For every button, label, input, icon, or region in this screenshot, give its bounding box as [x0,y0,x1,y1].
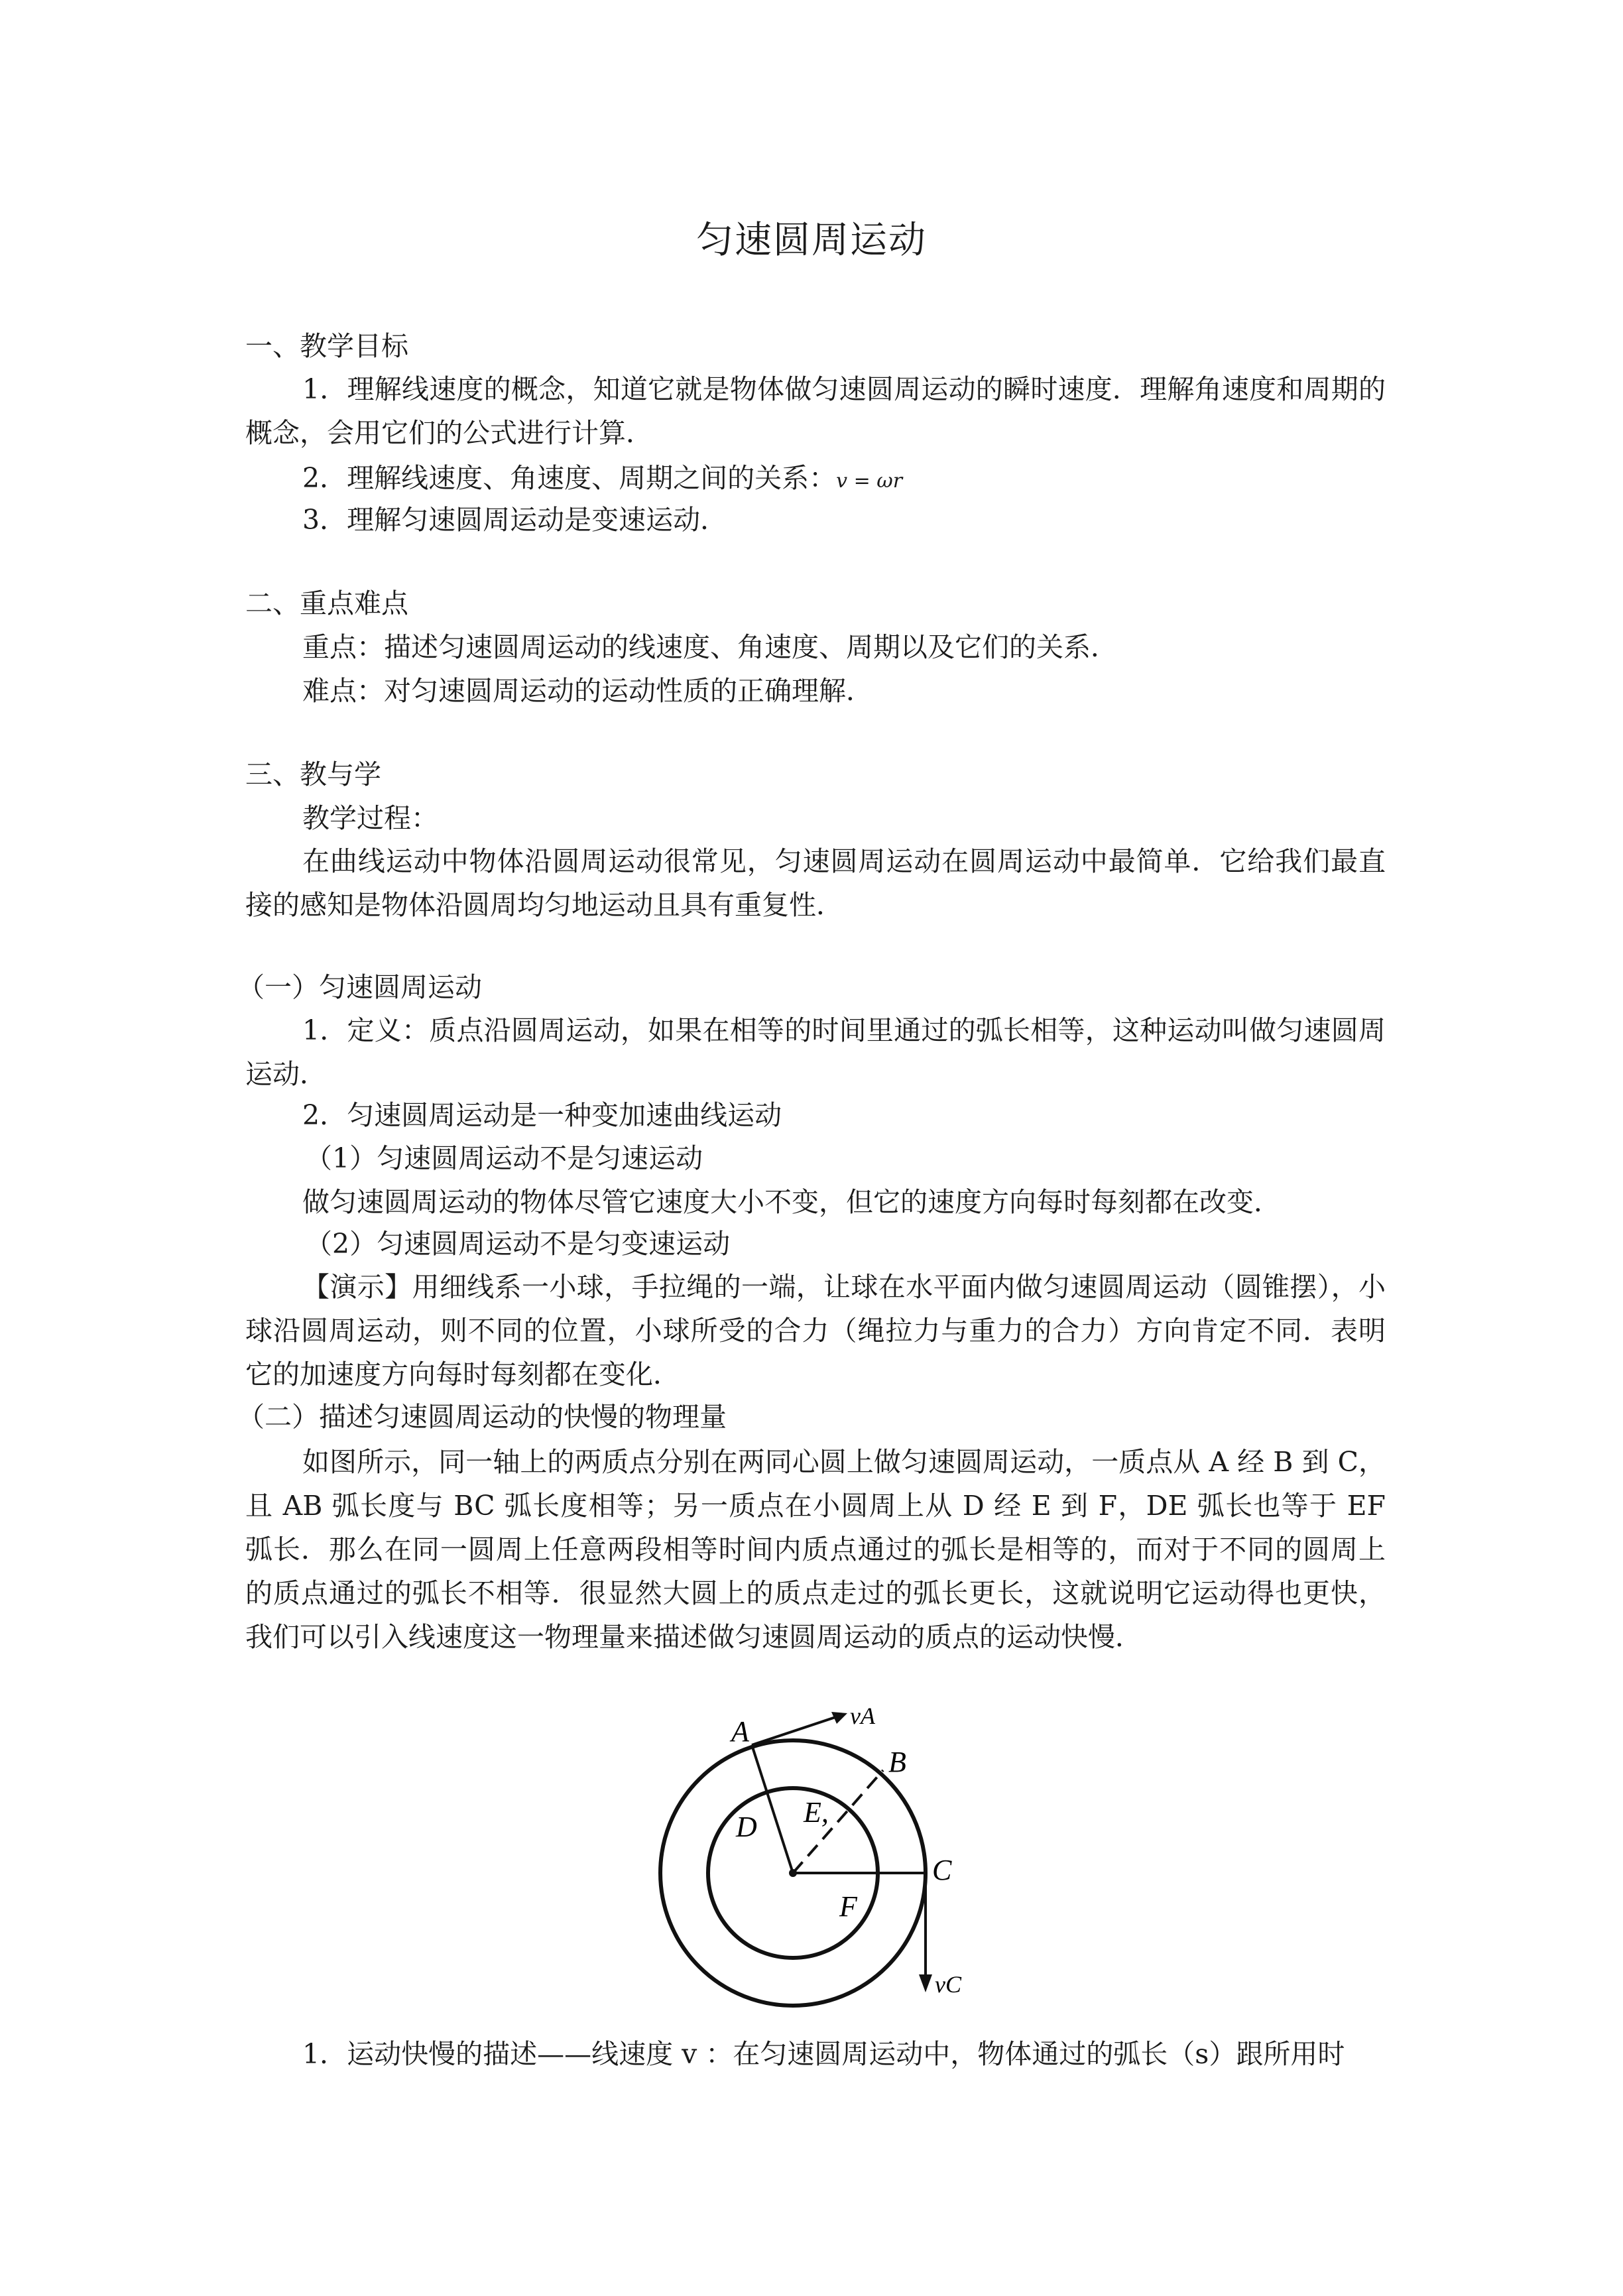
item-not-uniform-speed: （1）匀速圆周运动不是匀速运动 [305,1142,703,1174]
demo-paragraph: 【演示】用细线系一小球，手拉绳的一端，让球在水平面内做匀速圆周运动（圆锥摆），小球沿圆周运动，则不同的位置，小球所受的合力（绳拉力与重力的合力）方向肯定不同．表明它的加速度方向每时每刻都在变化． [245,1271,1386,1390]
objective-item-1: 1．理解线速度的概念，知道它就是物体做匀速圆周运动的瞬时速度．理解角速度和周期的概念，会用它们的公式进行计算． [245,373,1386,449]
section-heading-teaching: 三、教与学 [245,758,381,790]
key-point: 重点：描述匀速圆周运动的线速度、角速度、周期以及它们的关系． [302,631,1118,663]
label-a: A [731,1715,749,1748]
objective-item-2 [302,457,1386,502]
label-e: E, [804,1796,829,1829]
objective-item-2-text: 2．理解线速度、角速度、周期之间的关系： [302,462,837,494]
formula-v-omega-r: v = ωr [836,469,903,493]
item-not-uniform-acceleration: （2）匀速圆周运动不是匀变速运动 [305,1228,731,1260]
concentric-circles-figure [636,1697,1008,2016]
definition-paragraph: 1．定义：质点沿圆周运动，如果在相等的时间里通过的弧长相等，这种运动叫做匀速圆周运动． [245,1014,1386,1090]
label-d: D [736,1811,757,1843]
label-vc: vC [935,1971,961,1998]
linear-velocity-item: 1．运动快慢的描述——线速度 v ：在匀速圆周运动中，物体通过的弧长（s）跟所用时 [302,2038,1345,2070]
item-not-uniform-speed-text: 做匀速圆周运动的物体尽管它速度大小不变，但它的速度方向每时每刻都在改变． [302,1186,1281,1218]
teaching-process-label: 教学过程： [302,802,438,834]
section-heading-key-points: 二、重点难点 [245,587,408,619]
quantities-paragraph: 如图所示，同一轴上的两质点分别在两同心圆上做匀速圆周运动，一质点从 A 经 B 到 C，且 AB 弧长度与 BC 弧长度相等；另一质点在小圆周上从 D 经 E 到 F，DE 弧长也等于 EF 弧长．那么在同一圆周上任意两段相等时间内质点通过的弧长是相等的，而对于不同的圆周上的质点通过的弧长不相等．很显然大圆上的质点走过的弧长更长，这就说明它运动得也更快，我们可以引入线速度这一物理量来描述做匀速圆周运动的质点的运动快慢． [245,1446,1386,1653]
label-c: C [932,1854,952,1886]
item-variable-acceleration: 2．匀速圆周运动是一种变加速曲线运动 [302,1099,782,1131]
teaching-intro-paragraph: 在曲线运动中物体沿圆周运动很常见，匀速圆周运动在圆周运动中最简单．它给我们最直接的感知是物体沿圆周均匀地运动且具有重复性． [245,845,1386,921]
difficulty-point: 难点：对匀速圆周运动的运动性质的正确理解． [302,675,873,707]
arrowhead-c [919,1974,932,1992]
page-title: 匀速圆周运动 [696,219,927,262]
radius-a [752,1745,793,1873]
label-f: F [839,1890,857,1923]
objective-item-3: 3．理解匀速圆周运动是变速运动． [302,504,728,536]
label-va: vA [850,1703,875,1729]
subsection-heading-uniform-circular: （一）匀速圆周运动 [237,971,482,1003]
section-heading-objectives: 一、教学目标 [245,330,408,362]
subsection-heading-quantities: （二）描述匀速圆周运动的快慢的物理量 [237,1401,727,1433]
center-point [789,1869,797,1877]
label-b: B [888,1746,906,1778]
